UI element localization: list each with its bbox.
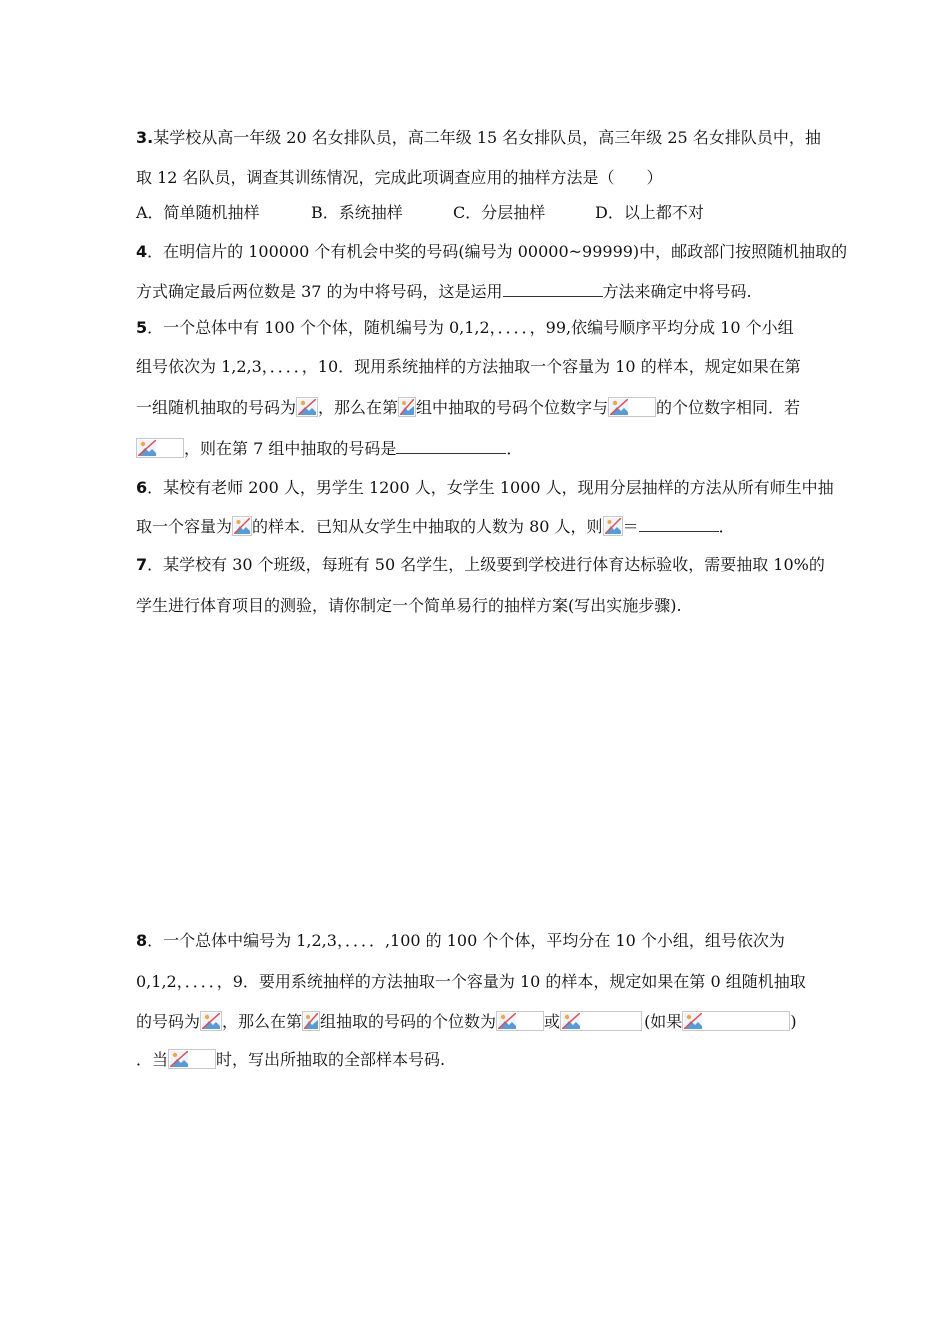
q8-text-3a: 的号码为 bbox=[136, 1012, 201, 1031]
q8-text-2: 0,1,2，．．．．，9．要用系统抽样的方法抽取一个容量为 10 的样本，规定如果在第 0 组随机抽取 bbox=[136, 972, 806, 991]
q6-text-2c: ＝ bbox=[622, 517, 639, 536]
q4-line2 bbox=[136, 280, 752, 304]
q4-number: 4 bbox=[136, 242, 148, 261]
q3-options bbox=[136, 201, 704, 225]
q5-text-3c: 组中抽取的号码个位数字与 bbox=[416, 398, 609, 417]
broken-image-icon bbox=[496, 1011, 544, 1031]
broken-image-icon bbox=[302, 1011, 320, 1031]
broken-image-icon bbox=[232, 516, 252, 536]
broken-image-icon bbox=[398, 397, 416, 417]
q8-number: 8 bbox=[136, 931, 148, 950]
q3-line1 bbox=[136, 126, 821, 150]
q7-line2 bbox=[136, 594, 682, 618]
broken-image-icon bbox=[608, 397, 656, 417]
q5-line4 bbox=[136, 437, 522, 461]
q3-option-a: A．简单随机抽样 bbox=[136, 203, 260, 222]
q5-line2 bbox=[136, 355, 801, 379]
q8-text-1: ．一个总体中编号为 1,2,3，．．．．,100 的 100 个个体，平均分在 10 个小组，组号依次为 bbox=[147, 931, 785, 950]
q3-option-c: C．分层抽样 bbox=[453, 203, 546, 222]
q5-number: 5 bbox=[136, 318, 148, 337]
q8-text-3c: 组抽取的号码的个位数为 bbox=[320, 1012, 497, 1031]
q5-text-3d: 的个位数字相同．若 bbox=[656, 398, 801, 417]
q6-line2 bbox=[136, 515, 735, 539]
broken-image-icon bbox=[603, 516, 623, 536]
q8-text-3f: ) bbox=[790, 1012, 797, 1031]
q3-number: 3. bbox=[136, 128, 154, 147]
q8-line3 bbox=[136, 1010, 797, 1034]
q5-answer-blank bbox=[396, 437, 506, 454]
q6-text-2d: ． bbox=[718, 517, 735, 536]
q5-text-3b: ，那么在第 bbox=[318, 398, 399, 417]
q6-text-2b: 的样本．已知从女学生中抽取的人数为 80 人，则 bbox=[252, 517, 603, 536]
q3-option-d: D．以上都不对 bbox=[595, 203, 704, 222]
q5-text-1: ．一个总体中有 100 个个体，随机编号为 0,1,2，．．．．，99,依编号顺序平均分成 10 个小组 bbox=[147, 318, 794, 337]
broken-image-icon bbox=[296, 397, 318, 417]
q8-text-3e: (如果 bbox=[644, 1012, 683, 1031]
broken-image-icon bbox=[168, 1049, 216, 1069]
q8-text-4b: 时，写出所抽取的全部样本号码. bbox=[216, 1050, 446, 1069]
q6-line1 bbox=[136, 476, 834, 500]
broken-image-icon bbox=[560, 1011, 642, 1031]
q8-text-3b: ，那么在第 bbox=[222, 1012, 303, 1031]
q8-line2 bbox=[136, 970, 806, 994]
q4-text-1: ．在明信片的 100000 个有机会中奖的号码(编号为 00000~99999)中，邮政部门按照随机抽取的 bbox=[147, 242, 848, 261]
q3-option-b: B．系统抽样 bbox=[311, 203, 403, 222]
q3-text-2: 取 12 名队员，调查其训练情况，完成此项调查应用的抽样方法是（ ） bbox=[136, 168, 663, 187]
q5-text-2: 组号依次为 1,2,3，．．．．，10．现用系统抽样的方法抽取一个容量为 10 的样本，规定如果在第 bbox=[136, 357, 801, 376]
q5-line3 bbox=[136, 396, 800, 420]
q4-text-2b: 方法来确定中将号码. bbox=[602, 282, 752, 301]
q4-line1 bbox=[136, 240, 847, 264]
broken-image-icon bbox=[136, 438, 184, 458]
q5-text-4b: ． bbox=[506, 439, 523, 458]
q6-number: 6 bbox=[136, 478, 148, 497]
q5-text-4a: ，则在第 7 组中抽取的号码是 bbox=[184, 439, 397, 458]
q6-text-2a: 取一个容量为 bbox=[136, 517, 233, 536]
q8-text-4a: ．当 bbox=[136, 1050, 169, 1069]
q7-text-2: 学生进行体育项目的测验，请你制定一个简单易行的抽样方案(写出实施步骤). bbox=[136, 596, 682, 615]
q4-text-2a: 方式确定最后两位数是 37 的为中将号码，这是运用 bbox=[136, 282, 503, 301]
q8-text-3d: 或 bbox=[544, 1012, 561, 1031]
q8-line1 bbox=[136, 929, 785, 953]
q7-line1 bbox=[136, 553, 825, 577]
q8-line4 bbox=[136, 1048, 445, 1072]
q5-text-3a: 一组随机抽取的号码为 bbox=[136, 398, 297, 417]
broken-image-icon bbox=[200, 1011, 222, 1031]
q5-line1 bbox=[136, 316, 794, 340]
q4-answer-blank bbox=[503, 280, 603, 297]
broken-image-icon bbox=[682, 1011, 790, 1031]
q7-number: 7 bbox=[136, 555, 148, 574]
q6-text-1: ．某校有老师 200 人，男学生 1200 人，女学生 1000 人，现用分层抽样的方法从所有师生中抽 bbox=[147, 478, 834, 497]
q6-answer-blank bbox=[639, 515, 719, 532]
q7-text-1: ．某学校有 30 个班级，每班有 50 名学生，上级要到学校进行体育达标验收，需要抽取 10%的 bbox=[147, 555, 825, 574]
q3-line2 bbox=[136, 166, 663, 190]
q3-text-1: 某学校从高一年级 20 名女排队员，高二年级 15 名女排队员，高三年级 25 名女排队员中，抽 bbox=[153, 128, 821, 147]
